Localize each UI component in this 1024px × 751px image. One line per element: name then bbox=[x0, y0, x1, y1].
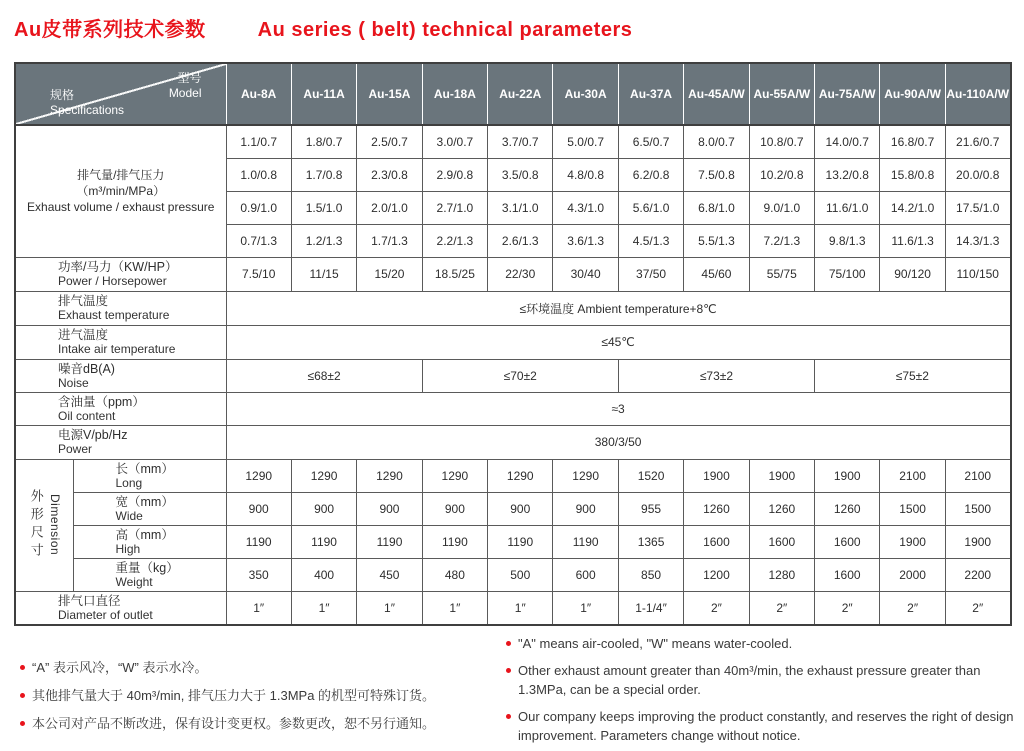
power-value-cell: 55/75 bbox=[749, 257, 814, 291]
exhaust-value-cell: 1.5/1.0 bbox=[291, 191, 356, 224]
exhaust-value-cell: 17.5/1.0 bbox=[945, 191, 1010, 224]
exhaust-temp-row bbox=[15, 291, 1011, 325]
outlet-diameter-cell: 1″ bbox=[488, 591, 553, 625]
dimension-high-cell: 1600 bbox=[684, 525, 749, 558]
dimension-weight-cell: 400 bbox=[291, 558, 356, 591]
dimension-wide-cell: 900 bbox=[422, 492, 487, 525]
footnotes-english bbox=[506, 634, 1016, 751]
dimension-long-cell: 1290 bbox=[488, 459, 553, 492]
dimension-long-cell: 1900 bbox=[684, 459, 749, 492]
exhaust-value-cell: 2.5/0.7 bbox=[357, 125, 422, 158]
model-header-cell: Au-45A/W bbox=[684, 63, 749, 125]
exhaust-value-cell: 10.2/0.8 bbox=[749, 158, 814, 191]
exhaust-label-cell bbox=[15, 125, 226, 257]
power-value-cell: 75/100 bbox=[815, 257, 880, 291]
dimension-high-cell: 1190 bbox=[226, 525, 291, 558]
power-value-cell: 11/15 bbox=[291, 257, 356, 291]
model-header-cell: Au-37A bbox=[618, 63, 683, 125]
footnote-text: “A” 表示风冷，“W” 表示水冷。 bbox=[32, 660, 208, 675]
footnote-item bbox=[20, 714, 492, 733]
exhaust-value-cell: 2.9/0.8 bbox=[422, 158, 487, 191]
corner-spec-label bbox=[50, 88, 124, 118]
exhaust-value-cell: 7.5/0.8 bbox=[684, 158, 749, 191]
power-supply-value-cell: 380/3/50 bbox=[226, 425, 1011, 459]
dimension-weight-cell: 850 bbox=[618, 558, 683, 591]
dimension-long-cell: 1290 bbox=[226, 459, 291, 492]
exhaust-value-cell: 5.0/0.7 bbox=[553, 125, 618, 158]
power-supply-label-cell: 电源V/pb/Hz Power bbox=[15, 425, 226, 459]
exhaust-value-cell: 3.6/1.3 bbox=[553, 224, 618, 257]
footnote-text: Our company keeps improving the product constantly, and reserves the right of design improvement. Parameters change without notice. bbox=[518, 709, 1014, 743]
exhaust-value-cell: 9.0/1.0 bbox=[749, 191, 814, 224]
parameters-table bbox=[14, 62, 1012, 626]
outlet-diameter-cell: 2″ bbox=[945, 591, 1010, 625]
dimension-high-cell: 1600 bbox=[815, 525, 880, 558]
page-title-zh: Au皮带系列技术参数 bbox=[14, 19, 206, 41]
power-value-cell: 18.5/25 bbox=[422, 257, 487, 291]
bullet-icon bbox=[506, 641, 511, 646]
model-header-cell: Au-55A/W bbox=[749, 63, 814, 125]
exhaust-value-cell: 4.3/1.0 bbox=[553, 191, 618, 224]
footnote-text: Other exhaust amount greater than 40m³/min, the exhaust pressure greater than 1.3MPa, can be a special order. bbox=[518, 663, 981, 697]
dimension-long-cell: 1520 bbox=[618, 459, 683, 492]
exhaust-value-cell: 10.8/0.7 bbox=[749, 125, 814, 158]
outlet-diameter-cell: 2″ bbox=[815, 591, 880, 625]
dimension-long-cell: 2100 bbox=[880, 459, 945, 492]
outlet-diameter-cell: 1″ bbox=[226, 591, 291, 625]
noise-row bbox=[15, 359, 1011, 392]
exhaust-value-cell: 2.2/1.3 bbox=[422, 224, 487, 257]
power-value-cell: 30/40 bbox=[553, 257, 618, 291]
exhaust-value-cell: 8.0/0.7 bbox=[684, 125, 749, 158]
dimension-group-label-zh: 外形尺寸 bbox=[28, 489, 44, 561]
dimension-high-cell: 1900 bbox=[945, 525, 1010, 558]
power-value-cell: 22/30 bbox=[488, 257, 553, 291]
dimension-wide-cell: 900 bbox=[553, 492, 618, 525]
outlet-diameter-cell: 1-1/4″ bbox=[618, 591, 683, 625]
footnote-text: 其他排气量大于 40m³/min, 排气压力大于 1.3MPa 的机型可特殊订货。 bbox=[32, 688, 436, 703]
exhaust-value-cell: 6.5/0.7 bbox=[618, 125, 683, 158]
dimension-long-cell: 1290 bbox=[422, 459, 487, 492]
outlet-diameter-cell: 1″ bbox=[422, 591, 487, 625]
outlet-diameter-row bbox=[15, 591, 1011, 625]
model-header-cell: Au-90A/W bbox=[880, 63, 945, 125]
exhaust-value-cell: 2.6/1.3 bbox=[488, 224, 553, 257]
intake-temp-value-cell: ≤45℃ bbox=[226, 325, 1011, 359]
exhaust-temp-label-cell: 排气温度 Exhaust temperature bbox=[15, 291, 226, 325]
outlet-diameter-cell: 1″ bbox=[553, 591, 618, 625]
exhaust-row-0.7MPa bbox=[15, 125, 1011, 158]
dimension-high-cell: 1365 bbox=[618, 525, 683, 558]
dimension-long-row bbox=[15, 459, 1011, 492]
exhaust-value-cell: 11.6/1.3 bbox=[880, 224, 945, 257]
exhaust-value-cell: 3.1/1.0 bbox=[488, 191, 553, 224]
exhaust-value-cell: 5.6/1.0 bbox=[618, 191, 683, 224]
dimension-weight-cell: 500 bbox=[488, 558, 553, 591]
dimension-high-cell: 1190 bbox=[553, 525, 618, 558]
dimension-weight-cell: 450 bbox=[357, 558, 422, 591]
dimension-weight-cell: 1600 bbox=[815, 558, 880, 591]
dimension-long-cell: 1290 bbox=[291, 459, 356, 492]
model-header-cell: Au-75A/W bbox=[815, 63, 880, 125]
exhaust-value-cell: 13.2/0.8 bbox=[815, 158, 880, 191]
power-value-cell: 37/50 bbox=[618, 257, 683, 291]
power-value-cell: 45/60 bbox=[684, 257, 749, 291]
intake-temp-row bbox=[15, 325, 1011, 359]
exhaust-value-cell: 1.7/1.3 bbox=[357, 224, 422, 257]
corner-model-label-zh: 型号 bbox=[177, 71, 202, 85]
exhaust-value-cell: 1.1/0.7 bbox=[226, 125, 291, 158]
exhaust-value-cell: 5.5/1.3 bbox=[684, 224, 749, 257]
footnote-item bbox=[506, 634, 1016, 653]
outlet-diameter-cell: 2″ bbox=[880, 591, 945, 625]
dimension-weight-cell: 1280 bbox=[749, 558, 814, 591]
bullet-icon bbox=[506, 714, 511, 719]
dimension-wide-cell: 900 bbox=[226, 492, 291, 525]
oil-label-cell: 含油量（ppm） Oil content bbox=[15, 392, 226, 425]
dimension-high-cell: 1190 bbox=[357, 525, 422, 558]
dimension-high-label-cell: 高（mm） High bbox=[73, 525, 226, 558]
corner-spec-label-en: Specifications bbox=[50, 103, 125, 117]
noise-value-cell: ≤70±2 bbox=[422, 359, 618, 392]
outlet-label-cell: 排气口直径 Diameter of outlet bbox=[15, 591, 226, 625]
dimension-wide-label-cell: 宽（mm） Wide bbox=[73, 492, 226, 525]
dimension-group-cell bbox=[15, 459, 73, 591]
dimension-wide-cell: 900 bbox=[291, 492, 356, 525]
dimension-weight-cell: 2200 bbox=[945, 558, 1010, 591]
dimension-wide-cell: 900 bbox=[488, 492, 553, 525]
power-value-cell: 110/150 bbox=[945, 257, 1010, 291]
power-value-cell: 7.5/10 bbox=[226, 257, 291, 291]
outlet-diameter-cell: 1″ bbox=[291, 591, 356, 625]
footnote-text: 本公司对产品不断改进，保有设计变更权。参数更改，恕不另行通知。 bbox=[32, 716, 436, 731]
exhaust-value-cell: 6.2/0.8 bbox=[618, 158, 683, 191]
outlet-diameter-cell: 2″ bbox=[749, 591, 814, 625]
exhaust-value-cell: 6.8/1.0 bbox=[684, 191, 749, 224]
exhaust-value-cell: 16.8/0.7 bbox=[880, 125, 945, 158]
outlet-diameter-cell: 2″ bbox=[684, 591, 749, 625]
noise-value-cell: ≤73±2 bbox=[618, 359, 814, 392]
exhaust-value-cell: 2.7/1.0 bbox=[422, 191, 487, 224]
dimension-wide-cell: 1500 bbox=[945, 492, 1010, 525]
corner-spec-label-zh: 规格 bbox=[50, 88, 75, 102]
dimension-high-cell: 1900 bbox=[880, 525, 945, 558]
dimension-weight-cell: 1200 bbox=[684, 558, 749, 591]
exhaust-value-cell: 2.3/0.8 bbox=[357, 158, 422, 191]
corner-header-cell bbox=[15, 63, 226, 125]
oil-value-cell: ≈3 bbox=[226, 392, 1011, 425]
dimension-long-cell: 1900 bbox=[749, 459, 814, 492]
exhaust-value-cell: 14.0/0.7 bbox=[815, 125, 880, 158]
dimension-weight-cell: 2000 bbox=[880, 558, 945, 591]
oil-content-row bbox=[15, 392, 1011, 425]
footnote-text: "A" means air-cooled, "W" means water-cooled. bbox=[518, 636, 793, 651]
outlet-diameter-cell: 1″ bbox=[357, 591, 422, 625]
power-supply-row bbox=[15, 425, 1011, 459]
bullet-icon bbox=[20, 721, 25, 726]
dimension-long-cell: 1900 bbox=[815, 459, 880, 492]
exhaust-value-cell: 14.3/1.3 bbox=[945, 224, 1010, 257]
bullet-icon bbox=[506, 668, 511, 673]
exhaust-value-cell: 21.6/0.7 bbox=[945, 125, 1010, 158]
dimension-wide-cell: 1260 bbox=[684, 492, 749, 525]
dimension-weight-label-cell: 重量（kg） Weight bbox=[73, 558, 226, 591]
exhaust-value-cell: 1.0/0.8 bbox=[226, 158, 291, 191]
intake-temp-label-cell: 进气温度 Intake air temperature bbox=[15, 325, 226, 359]
power-label-cell: 功率/马力（KW/HP） Power / Horsepower bbox=[15, 257, 226, 291]
exhaust-value-cell: 3.5/0.8 bbox=[488, 158, 553, 191]
power-row bbox=[15, 257, 1011, 291]
page-title-en: Au series ( belt) technical parameters bbox=[257, 19, 633, 41]
exhaust-value-cell: 1.7/0.8 bbox=[291, 158, 356, 191]
exhaust-value-cell: 4.8/0.8 bbox=[553, 158, 618, 191]
model-header-cell: Au-15A bbox=[357, 63, 422, 125]
dimension-high-cell: 1190 bbox=[422, 525, 487, 558]
corner-model-label-en: Model bbox=[168, 86, 202, 100]
footnote-item bbox=[20, 658, 492, 677]
dimension-wide-cell: 900 bbox=[357, 492, 422, 525]
dimension-high-cell: 1600 bbox=[749, 525, 814, 558]
exhaust-value-cell: 0.9/1.0 bbox=[226, 191, 291, 224]
exhaust-label-en: Exhaust volume / exhaust pressure bbox=[27, 200, 215, 215]
exhaust-value-cell: 1.8/0.7 bbox=[291, 125, 356, 158]
exhaust-label-unit: （m³/min/MPa） bbox=[76, 184, 166, 199]
dimension-group-label-en: Dimension bbox=[47, 494, 62, 556]
model-header-cell: Au-18A bbox=[422, 63, 487, 125]
model-header-cell: Au-30A bbox=[553, 63, 618, 125]
dimension-wide-row bbox=[15, 492, 1011, 525]
exhaust-value-cell: 15.8/0.8 bbox=[880, 158, 945, 191]
exhaust-value-cell: 0.7/1.3 bbox=[226, 224, 291, 257]
dimension-high-cell: 1190 bbox=[291, 525, 356, 558]
dimension-long-label-cell: 长（mm） Long bbox=[73, 459, 226, 492]
bullet-icon bbox=[20, 693, 25, 698]
noise-label-cell: 噪音dB(A) Noise bbox=[15, 359, 226, 392]
dimension-weight-cell: 350 bbox=[226, 558, 291, 591]
power-value-cell: 90/120 bbox=[880, 257, 945, 291]
dimension-long-cell: 1290 bbox=[553, 459, 618, 492]
exhaust-value-cell: 20.0/0.8 bbox=[945, 158, 1010, 191]
dimension-long-cell: 1290 bbox=[357, 459, 422, 492]
noise-value-cell: ≤75±2 bbox=[815, 359, 1011, 392]
page-header bbox=[14, 13, 632, 42]
dimension-wide-cell: 1500 bbox=[880, 492, 945, 525]
noise-value-cell: ≤68±2 bbox=[226, 359, 422, 392]
dimension-weight-cell: 600 bbox=[553, 558, 618, 591]
bullet-icon bbox=[20, 665, 25, 670]
dimension-wide-cell: 955 bbox=[618, 492, 683, 525]
model-header-cell: Au-8A bbox=[226, 63, 291, 125]
dimension-high-row bbox=[15, 525, 1011, 558]
dimension-high-cell: 1190 bbox=[488, 525, 553, 558]
exhaust-temp-value-cell: ≤环境温度 Ambient temperature+8℃ bbox=[226, 291, 1011, 325]
exhaust-value-cell: 2.0/1.0 bbox=[357, 191, 422, 224]
model-header-cell: Au-110A/W bbox=[945, 63, 1010, 125]
dimension-weight-row bbox=[15, 558, 1011, 591]
exhaust-value-cell: 3.7/0.7 bbox=[488, 125, 553, 158]
dimension-wide-cell: 1260 bbox=[749, 492, 814, 525]
footnotes-chinese bbox=[20, 658, 492, 742]
exhaust-value-cell: 4.5/1.3 bbox=[618, 224, 683, 257]
exhaust-label-zh: 排气量/排气压力 bbox=[77, 168, 165, 183]
footnote-item bbox=[506, 661, 1016, 699]
model-header-row bbox=[15, 63, 1011, 125]
dimension-wide-cell: 1260 bbox=[815, 492, 880, 525]
exhaust-value-cell: 9.8/1.3 bbox=[815, 224, 880, 257]
corner-model-label bbox=[169, 71, 202, 101]
exhaust-value-cell: 11.6/1.0 bbox=[815, 191, 880, 224]
exhaust-value-cell: 14.2/1.0 bbox=[880, 191, 945, 224]
exhaust-value-cell: 7.2/1.3 bbox=[749, 224, 814, 257]
footnote-item bbox=[506, 707, 1016, 745]
exhaust-value-cell: 1.2/1.3 bbox=[291, 224, 356, 257]
dimension-long-cell: 2100 bbox=[945, 459, 1010, 492]
footnote-item bbox=[20, 686, 492, 705]
model-header-cell: Au-11A bbox=[291, 63, 356, 125]
power-value-cell: 15/20 bbox=[357, 257, 422, 291]
dimension-weight-cell: 480 bbox=[422, 558, 487, 591]
model-header-cell: Au-22A bbox=[488, 63, 553, 125]
exhaust-value-cell: 3.0/0.7 bbox=[422, 125, 487, 158]
